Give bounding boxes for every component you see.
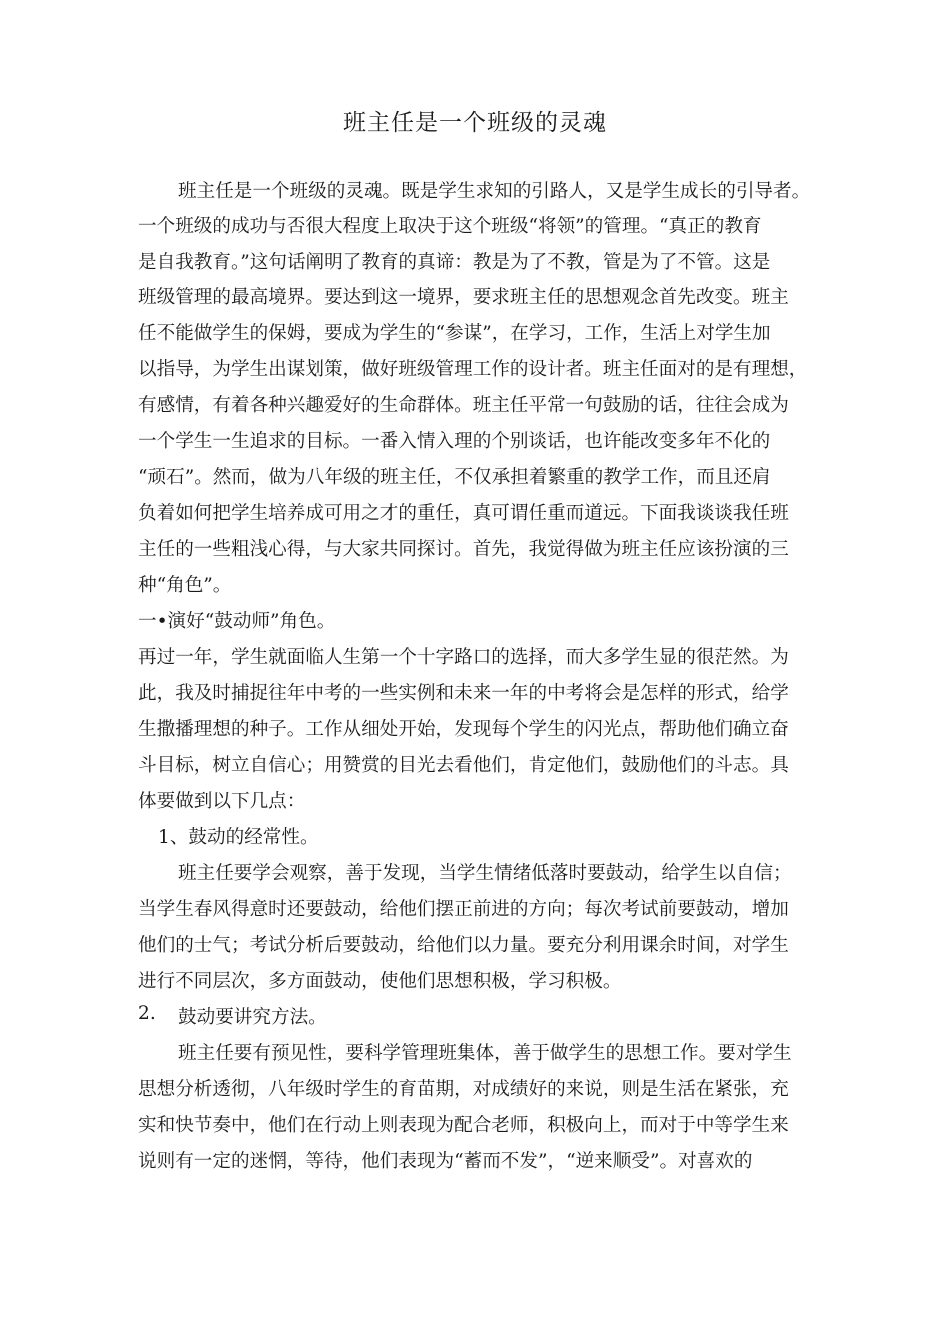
paragraph-line: 此，我及时捕捉往年中考的一些实例和未来一年的中考将会是怎样的形式，给学 [138, 683, 789, 704]
paragraph-line: 是自我教育。”这句话阐明了教育的真谛：教是为了不教，管是为了不管。这是 [138, 252, 771, 273]
paragraph-line: 任不能做学生的保姆，要成为学生的“参谋”，在学习，工作，生活上对学生加 [138, 323, 771, 344]
paragraph-line: 进行不同层次，多方面鼓动，使他们思想积极，学习积极。 [138, 971, 622, 992]
paragraph-line: 体要做到以下几点： [138, 791, 306, 812]
subsection-number: 2. [138, 1003, 156, 1024]
paragraph-line: 斗目标，树立自信心；用赞赏的目光去看他们，肯定他们，鼓励他们的斗志。具 [138, 755, 789, 776]
section-heading: 一•演好“鼓动师”角色。 [138, 611, 336, 632]
paragraph-line: 实和快节奏中，他们在行动上则表现为配合老师，积极向上，而对于中等学生来 [138, 1115, 789, 1136]
paragraph-line: 思想分析透彻，八年级时学生的育苗期，对成绩好的来说，则是生活在紧张，充 [138, 1079, 789, 1100]
subsection-heading: 鼓动要讲究方法。 [178, 1007, 327, 1028]
document-title: 班主任是一个班级的灵魂 [343, 110, 607, 136]
paragraph-line: 他们的士气；考试分析后要鼓动，给他们以力量。要充分利用课余时间，对学生 [138, 935, 789, 956]
paragraph-line: 再过一年，学生就面临人生第一个十字路口的选择，而大多学生显的很茫然。为 [138, 647, 789, 668]
paragraph-line: “顽石”。然而，做为八年级的班主任，不仅承担着繁重的教学工作，而且还肩 [138, 467, 771, 488]
paragraph-line: 负着如何把学生培养成可用之才的重任，真可谓任重而道远。下面我谈谈我任班 [138, 503, 789, 524]
paragraph-line: 一个学生一生追求的目标。一番入情入理的个别谈话，也许能改变多年不化的 [138, 431, 771, 452]
paragraph-line: 有感情，有着各种兴趣爱好的生命群体。班主任平常一句鼓励的话，往往会成为 [138, 395, 789, 416]
paragraph-line: 班主任是一个班级的灵魂。既是学生求知的引路人，又是学生成长的引导者。 [178, 181, 811, 202]
subsection-heading: 1、鼓动的经常性。 [158, 827, 319, 848]
paragraph-line: 说则有一定的迷惘，等待，他们表现为“蓄而不发”，“逆来顺受”。对喜欢的 [138, 1151, 753, 1172]
paragraph-line: 班级管理的最高境界。要达到这一境界，要求班主任的思想观念首先改变。班主 [138, 287, 789, 308]
paragraph-line: 种“角色”。 [138, 575, 232, 596]
paragraph-line: 主任的一些粗浅心得，与大家共同探讨。首先，我觉得做为班主任应该扮演的三 [138, 539, 789, 560]
paragraph-line: 班主任要学会观察，善于发现，当学生情绪低落时要鼓动，给学生以自信； [178, 863, 792, 884]
paragraph-line: 一个班级的成功与否很大程度上取决于这个班级“将领”的管理。“真正的教育 [138, 216, 762, 237]
paragraph-line: 生撒播理想的种子。工作从细处开始，发现每个学生的闪光点，帮助他们确立奋 [138, 719, 789, 740]
paragraph-line: 以指导，为学生出谋划策，做好班级管理工作的设计者。班主任面对的是有理想， [138, 359, 808, 380]
paragraph-line: 当学生春风得意时还要鼓动，给他们摆正前进的方向；每次考试前要鼓动，增加 [138, 899, 789, 920]
paragraph-line: 班主任要有预见性，要科学管理班集体，善于做学生的思想工作。要对学生 [178, 1043, 792, 1064]
